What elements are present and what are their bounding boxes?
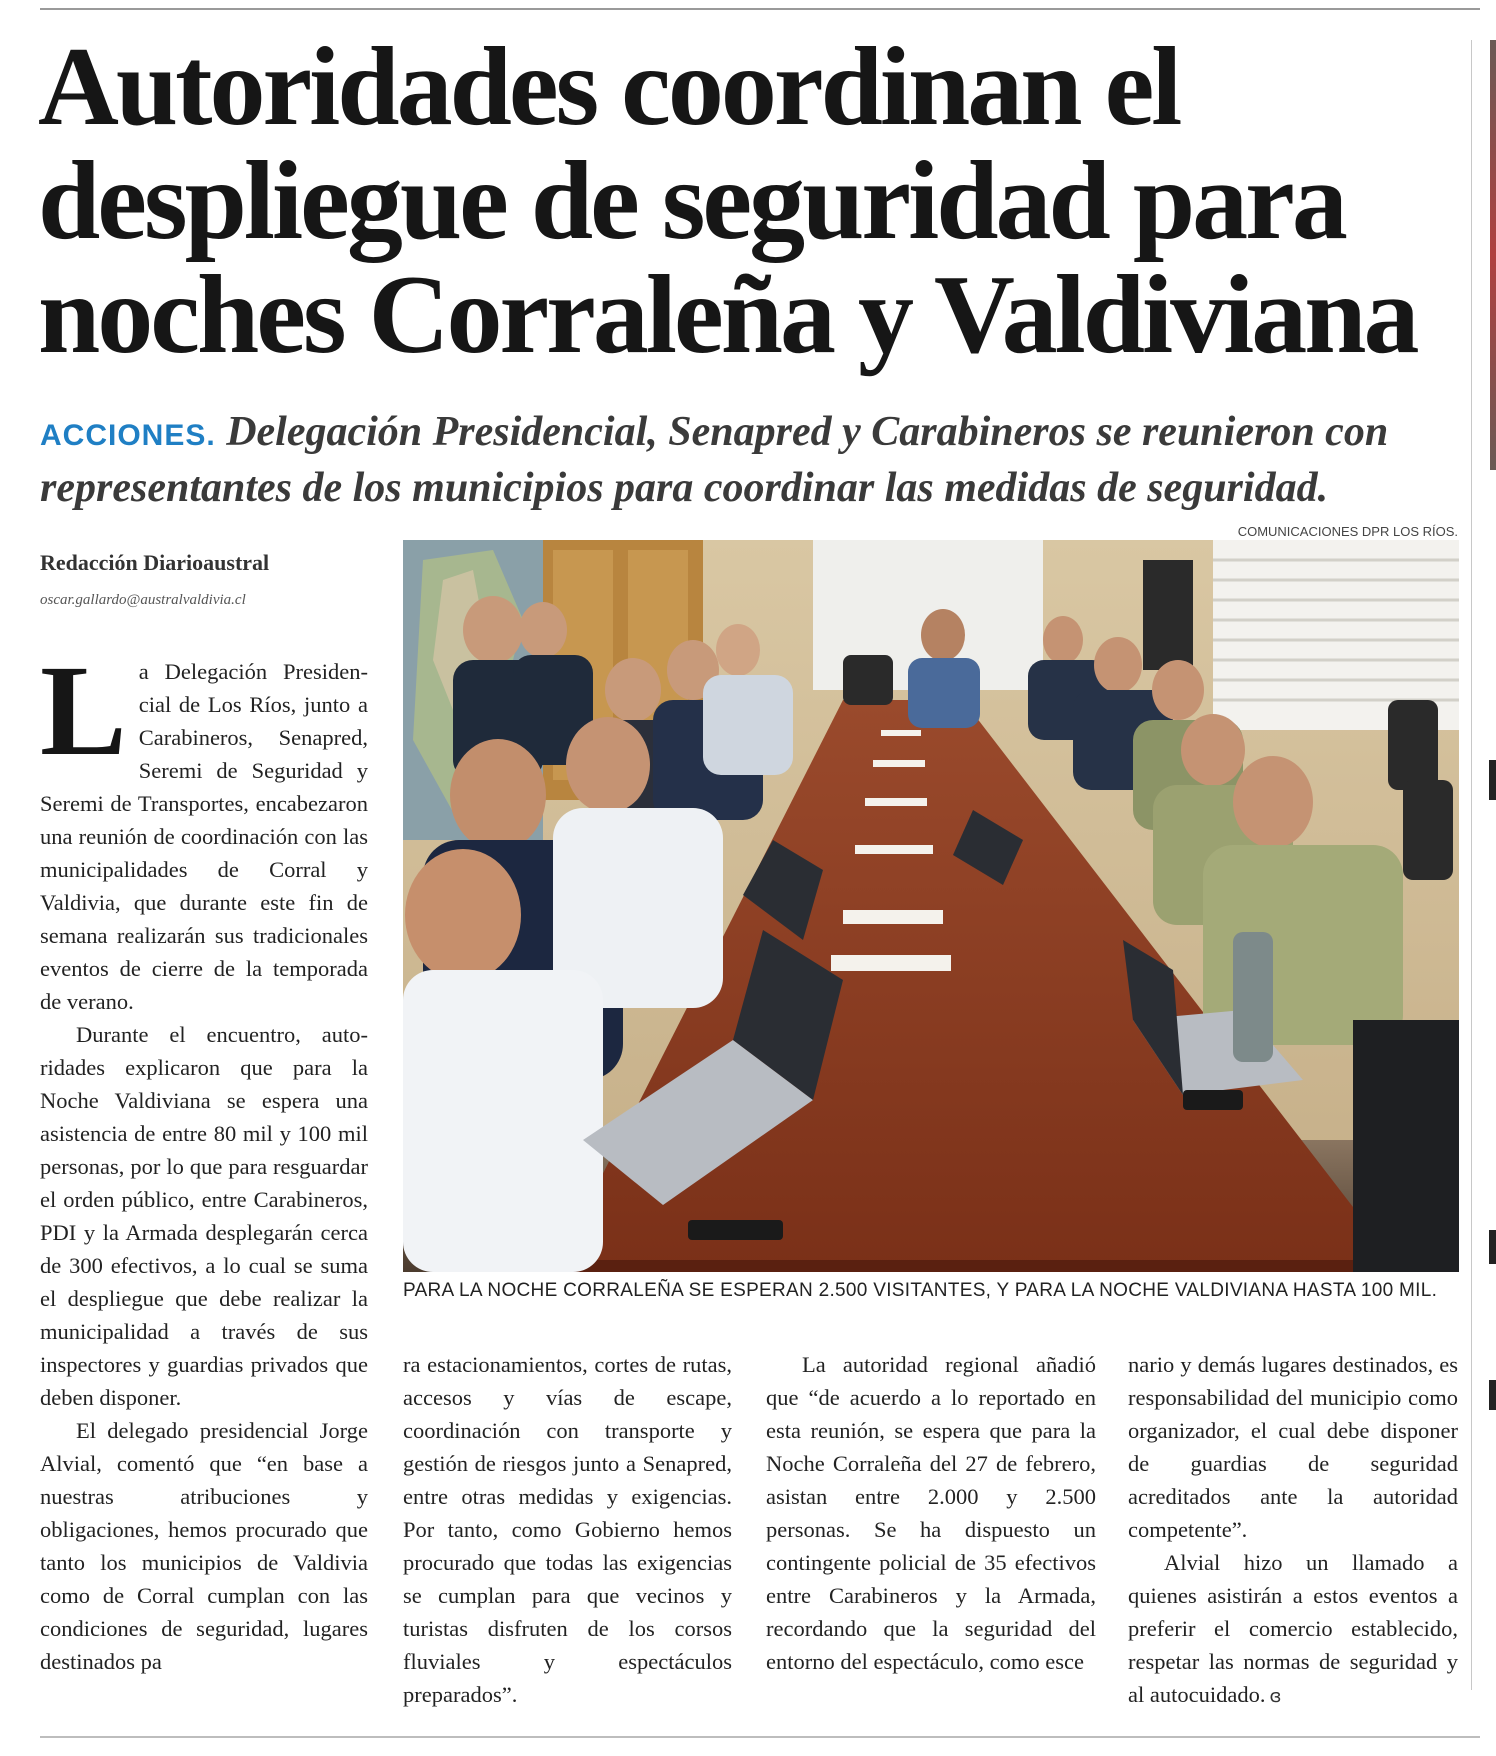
adjacent-page-fragment — [1489, 760, 1496, 800]
headline — [38, 25, 1468, 377]
photo-caption: PARA LA NOCHE CORRALEÑA SE ESPERAN 2.500 VISITANTES, Y PARA LA NOCHE VALDIVIANA HASTA 100 MIL. — [403, 1280, 1438, 1301]
article-column-2 — [403, 1348, 732, 1711]
byline: Redacción Diarioaustral — [40, 550, 270, 575]
body-paragraph — [40, 639, 368, 1018]
deck-text: Delegación Presidencial, Senapred y Carabineros se reunieron con representantes de los municipios para coordinar las medidas de seguridad. — [40, 409, 1389, 511]
paragraph-text: a Delegación Presidencial de Los Ríos, junto a Carabineros, Senapred, Seremi de Seguridad y Seremi de Transportes, encabezaron una reunión de coordinación con las municipalidades de Corral y Valdivia, que durante este fin de semana realizarán sus tradicionales eventos de cierre de la temporada de verano. — [40, 659, 368, 1014]
body-paragraph: ra estacionamientos, cortes de rutas, accesos y vías de escape, coordinación con transporte y gestión de riesgos junto a Senapred, entre otras medidas y exigencias. Por tanto, como Gobierno hemos procurado que todas las exigencias se cumplan para que vecinos y turistas disfruten de los corsos fluviales y espectáculos preparados”. — [403, 1352, 732, 1707]
headline-line: Autoridades coordinan el — [38, 25, 1180, 149]
body-paragraph: El delegado presidencial Jorge Alvial, comentó que “en base a nuestras atribuciones y obligaciones, hemos procurado que tanto los municipios de Valdivia como de Corral cumplan con las condiciones de seguridad, lugares destinados pa — [40, 1418, 368, 1674]
body-paragraph — [1128, 1546, 1458, 1713]
photo-credit: COMUNICACIONES DPR LOS RÍOS. — [1237, 524, 1458, 539]
meeting-photo — [403, 540, 1459, 1272]
adjacent-page-fragment — [1489, 1230, 1496, 1264]
headline-line: despliegue de seguridad para — [38, 139, 1345, 263]
top-rule — [40, 8, 1480, 10]
bottom-rule — [40, 1736, 1480, 1738]
body-paragraph: La autoridad regional añadió que “de acuerdo a lo reportado en esta reunión, se espera que para la Noche Corraleña del 27 de febrero, asistan entre 2.000 y 2.500 personas. Se ha dispuesto un contingente policial de 35 efectivos entre Carabineros y la Armada, recordando que la seguridad del entorno del espectáculo, como esce — [766, 1352, 1096, 1674]
article-column-3 — [766, 1348, 1096, 1678]
article-column-1 — [40, 639, 368, 1678]
column-rule — [1471, 40, 1472, 1690]
deck — [40, 406, 1460, 514]
end-mark-icon: ɞ — [1269, 1686, 1282, 1707]
deck-label: ACCIONES. — [40, 419, 216, 452]
adjacent-page-fragment — [1489, 1380, 1496, 1410]
drop-cap: L — [40, 639, 127, 783]
article-column-4 — [1128, 1348, 1458, 1713]
body-paragraph: Durante el encuentro, autoridades explicaron que para la Noche Valdiviana se espera una asistencia de entre 80 mil y 100 mil personas, por lo que para resguardar el orden público, entre Carabineros, PDI y la Armada desplegarán cerca de 300 efectivos, a lo cual se suma el despliegue que debe realizar la municipalidad a través de sus inspectores y guardias privados que deben disponer. — [40, 1022, 368, 1410]
body-paragraph: nario y demás lugares destinados, es responsabilidad del municipio como organizador, el cual debe disponer de guardias de seguridad acreditados ante la autoridad competente”. — [1128, 1352, 1458, 1542]
headline-line: noches Corraleña y Valdiviana — [38, 253, 1417, 377]
adjacent-page-edge — [1490, 40, 1496, 470]
author-email: oscar.gallardo@australvaldivia.cl — [40, 592, 246, 608]
paragraph-text: Alvial hizo un llamado a quienes asistirán a estos eventos a preferir el comercio establecido, respetar las normas de seguridad y al autocuidado. — [1128, 1550, 1458, 1707]
